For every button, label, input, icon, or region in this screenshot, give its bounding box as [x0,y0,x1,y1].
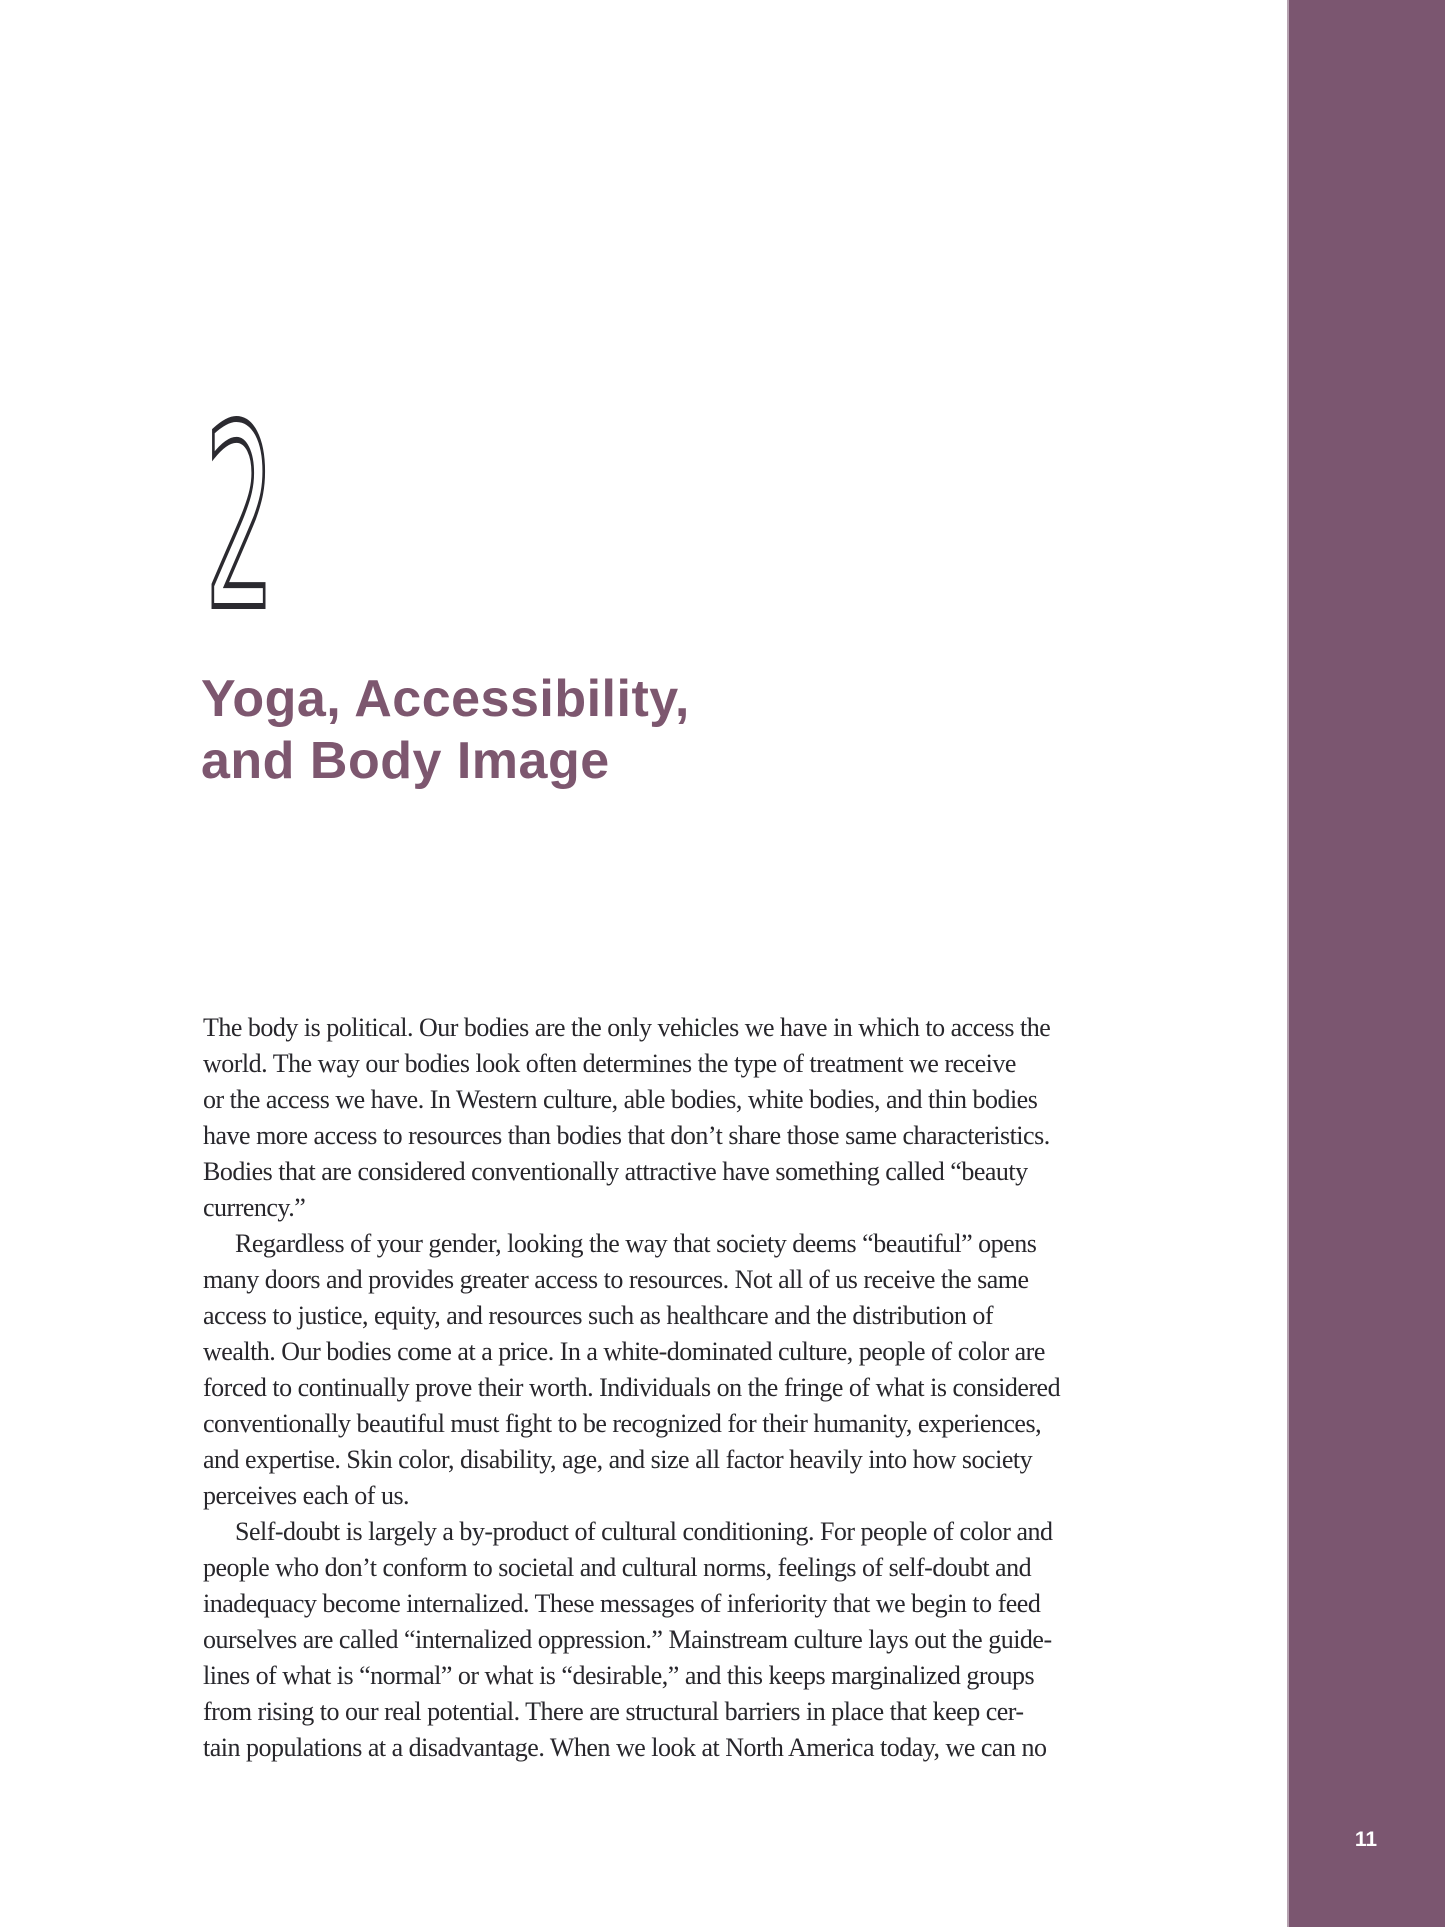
body-text-line: and expertise. Skin color, disability, age, and size all factor heavily into how society [203,1445,1033,1474]
chapter-numeral-text: 2 [204,414,276,614]
body-text-line: perceives each of us. [203,1481,410,1510]
body-text-line: or the access we have. In Western culture, able bodies, white bodies, and thin bodies [203,1085,1038,1114]
body-text-line: ourselves are called “internalized oppression.” Mainstream culture lays out the guide- [203,1625,1052,1654]
body-text-line: inadequacy become internalized. These messages of inferiority that we begin to feed [203,1589,1041,1618]
body-text-line: Bodies that are considered conventionally attractive have something called “beauty [203,1157,1028,1186]
body-text-line: Regardless of your gender, looking the way that society deems “beautiful” opens [235,1229,1037,1258]
body-text-line: world. The way our bodies look often determines the type of treatment we receive [203,1049,1016,1078]
body-text-line: wealth. Our bodies come at a price. In a white-dominated culture, people of color are [203,1337,1045,1366]
accent-bar [1287,0,1445,1927]
body-text-line: lines of what is “normal” or what is “desirable,” and this keeps marginalized groups [203,1661,1035,1690]
body-text-line: from rising to our real potential. There are structural barriers in place that keep cer- [203,1697,1024,1726]
chapter-numeral-figure [190,414,290,614]
body-text-line: conventionally beautiful must fight to be recognized for their humanity, experiences, [203,1409,1042,1438]
body-text-line: people who don’t conform to societal and cultural norms, feelings of self-doubt and [203,1553,1032,1582]
body-text-line: tain populations at a disadvantage. When we look at North America today, we can no [203,1733,1047,1762]
body-text-line: many doors and provides greater access to resources. Not all of us receive the same [203,1265,1029,1294]
body-text-line: currency.” [203,1193,306,1222]
body-text-line: have more access to resources than bodies that don’t share those same characteristics. [203,1121,1050,1150]
chapter-title-line-1: Yoga, Accessibility, [201,670,690,728]
chapter-title-line-2: and Body Image [201,732,610,790]
body-text-line: access to justice, equity, and resources such as healthcare and the distribution of [203,1301,993,1330]
chapter-number [190,414,290,614]
page-number: 11 [1354,1828,1378,1851]
body-text-line: forced to continually prove their worth. Individuals on the fringe of what is considered [203,1373,1061,1402]
body-text-line: Self-doubt is largely a by-product of cultural conditioning. For people of color and [235,1517,1053,1546]
body-text-line: The body is political. Our bodies are the only vehicles we have in which to access the [203,1013,1051,1042]
chapter-title [201,668,690,792]
body-text [203,1010,1060,1766]
